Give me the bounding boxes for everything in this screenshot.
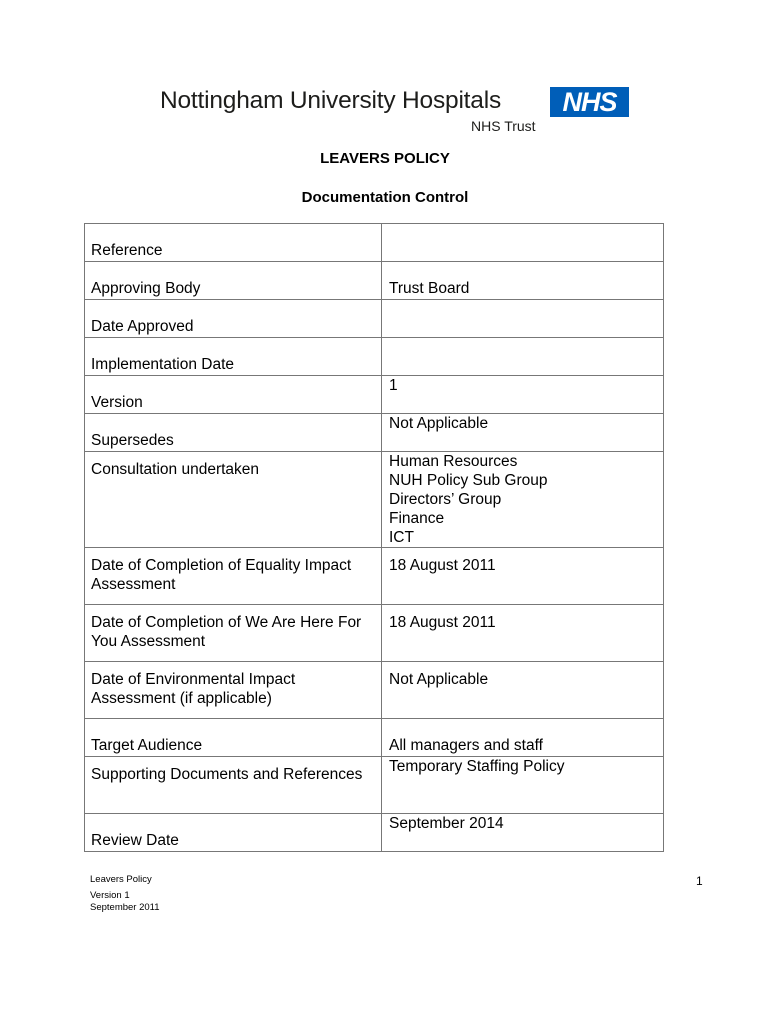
consultee: Directors’ Group	[389, 491, 502, 508]
row-label: Supersedes	[85, 414, 382, 452]
table-row-equality-assessment	[85, 548, 664, 605]
row-label: Reference	[85, 224, 382, 262]
organisation-name: Nottingham University Hospitals	[160, 87, 502, 114]
page-footer	[90, 874, 160, 914]
footer-version: Version 1	[90, 890, 130, 901]
row-value: Not Applicable	[382, 662, 664, 719]
table-row-approving-body	[85, 262, 664, 300]
consultee: Finance	[389, 510, 445, 527]
row-label: Consultation undertaken	[85, 452, 382, 548]
row-value: 1	[382, 376, 664, 414]
row-value	[382, 338, 664, 376]
table-row-version	[85, 376, 664, 414]
table-row-reference	[85, 224, 664, 262]
row-value: Not Applicable	[382, 414, 664, 452]
document-subtitle: Documentation Control	[301, 189, 469, 206]
consultee: NUH Policy Sub Group	[389, 472, 548, 489]
documentation-control-table	[84, 223, 664, 852]
row-label: Date of Environmental Impact Assessment (if applicable)	[85, 662, 382, 719]
row-value	[382, 224, 664, 262]
table-row-consultation	[85, 452, 664, 548]
page-header	[160, 84, 640, 140]
nhs-logo	[550, 87, 629, 117]
table-row-supersedes	[85, 414, 664, 452]
document-title: LEAVERS POLICY	[320, 150, 450, 167]
consultee: Human Resources	[389, 453, 518, 470]
table-row-environmental-assessment	[85, 662, 664, 719]
footer-date: September 2011	[90, 902, 160, 913]
page-number: 1	[696, 874, 703, 888]
table-row-implementation-date	[85, 338, 664, 376]
row-label: Supporting Documents and References	[85, 757, 382, 814]
row-label: Review Date	[85, 814, 382, 852]
row-label: Implementation Date	[85, 338, 382, 376]
table-row-review-date	[85, 814, 664, 852]
row-value: 18 August 2011	[382, 548, 664, 605]
row-label: Approving Body	[85, 262, 382, 300]
table-row-we-are-here-assessment	[85, 605, 664, 662]
table-row-supporting-documents	[85, 757, 664, 814]
row-value	[382, 300, 664, 338]
row-value: September 2014	[382, 814, 664, 852]
row-value: Trust Board	[382, 262, 664, 300]
row-value-list	[382, 452, 664, 548]
organisation-subtitle: NHS Trust	[471, 118, 536, 134]
row-label: Version	[85, 376, 382, 414]
row-label: Target Audience	[85, 719, 382, 757]
row-label: Date Approved	[85, 300, 382, 338]
row-value: Temporary Staffing Policy	[382, 757, 664, 814]
row-label: Date of Completion of Equality Impact Assessment	[85, 548, 382, 605]
table-row-target-audience	[85, 719, 664, 757]
table-row-date-approved	[85, 300, 664, 338]
consultee: ICT	[389, 529, 414, 546]
row-value: All managers and staff	[382, 719, 664, 757]
row-label: Date of Completion of We Are Here For You Assessment	[85, 605, 382, 662]
footer-document-name: Leavers Policy	[90, 874, 152, 885]
nhs-logo-text: NHS	[562, 87, 617, 117]
row-value: 18 August 2011	[382, 605, 664, 662]
